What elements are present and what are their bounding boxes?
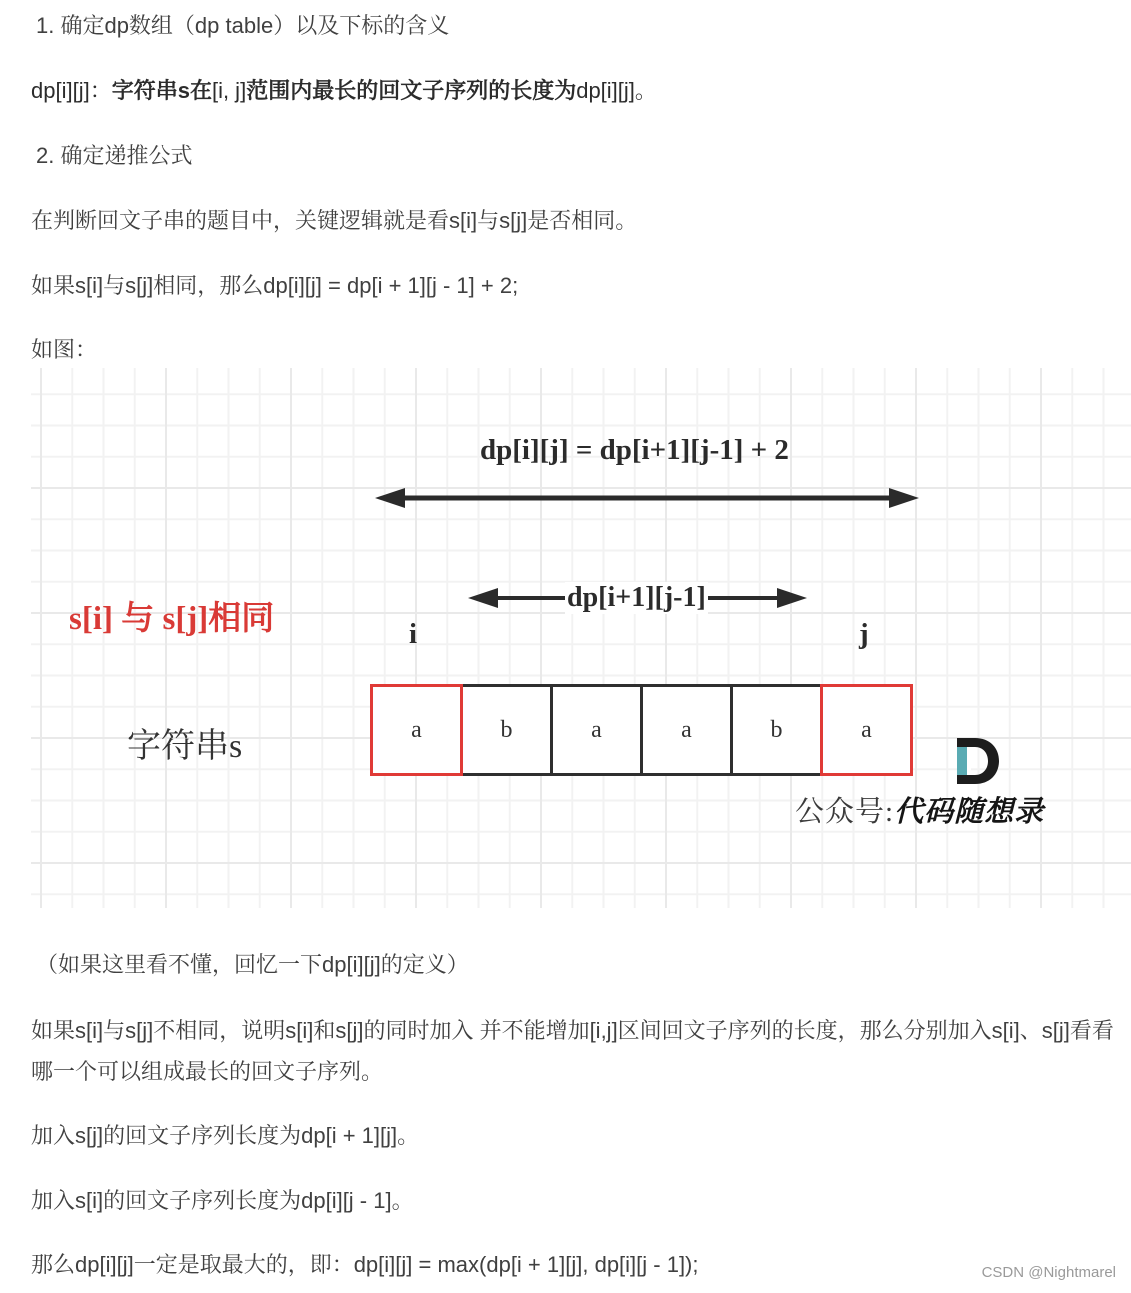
- outer-formula: dp[i][j] = dp[i+1][j-1] + 2: [480, 434, 789, 466]
- inner-formula: dp[i+1][j-1]: [567, 582, 706, 613]
- string-cells: [370, 684, 913, 776]
- para-hint: （如果这里看不懂，回忆一下dp[i][j]的定义）: [36, 952, 469, 977]
- definition-range: [i, j]: [211, 78, 247, 103]
- para-key-logic: 在判断回文子串的题目中，关键逻辑就是看s[i]与s[j]是否相同。: [31, 208, 638, 233]
- string-cell-j: a: [820, 684, 913, 776]
- csdn-watermark: CSDN @Nightmarel: [981, 1264, 1116, 1281]
- string-cell: a: [550, 684, 643, 776]
- string-cell: b: [730, 684, 823, 776]
- condition-label: s[i] 与 s[j]相同: [69, 601, 275, 637]
- para-same-case: 如果s[i]与s[j]相同，那么dp[i][j] = dp[i + 1][j - 1] + 2;: [31, 273, 519, 298]
- string-cell: a: [640, 684, 733, 776]
- para-add-si: 加入s[i]的回文子序列长度为dp[i][j - 1]。: [31, 1188, 414, 1213]
- para-not-same-case: 如果s[i]与s[j]不相同，说明s[i]和s[j]的同时加入 并不能增加[i,j]区间回文子序列的长度，那么分别加入s[i]、s[j]看看哪一个可以组成最长的回文子序列。: [31, 1018, 1114, 1084]
- definition-bold: 字符串s在: [111, 78, 212, 103]
- string-cell-i: a: [370, 684, 463, 776]
- watermark-prefix: 公众号:: [795, 796, 895, 828]
- definition-suffix: dp[i][j]。: [576, 78, 657, 103]
- string-cell: b: [460, 684, 553, 776]
- watermark-text: [795, 789, 1044, 830]
- step1-heading: 1. 确定dp数组（dp table）以及下标的含义: [36, 13, 450, 38]
- watermark-name: 代码随想录: [894, 796, 1045, 828]
- outer-double-arrow-icon: [375, 488, 919, 508]
- string-label: 字符串s: [127, 728, 243, 765]
- definition-prefix: dp[i][j]：: [31, 78, 112, 103]
- para-as-figure: 如图：: [31, 337, 98, 362]
- para-max: 那么dp[i][j]一定是取最大的，即：dp[i][j] = max(dp[i + 1][j], dp[i][j - 1]);: [31, 1252, 699, 1277]
- index-i-label: i: [409, 618, 418, 650]
- recurrence-diagram: [31, 368, 1131, 908]
- definition-bold-2: 范围内最长的回文子序列的长度为: [246, 78, 577, 103]
- dp-definition: [31, 76, 657, 106]
- index-j-label: j: [859, 618, 869, 650]
- para-add-sj: 加入s[j]的回文子序列长度为dp[i + 1][j]。: [31, 1123, 420, 1148]
- step2-heading: 2. 确定递推公式: [36, 143, 193, 168]
- logo-d-icon: [957, 738, 999, 784]
